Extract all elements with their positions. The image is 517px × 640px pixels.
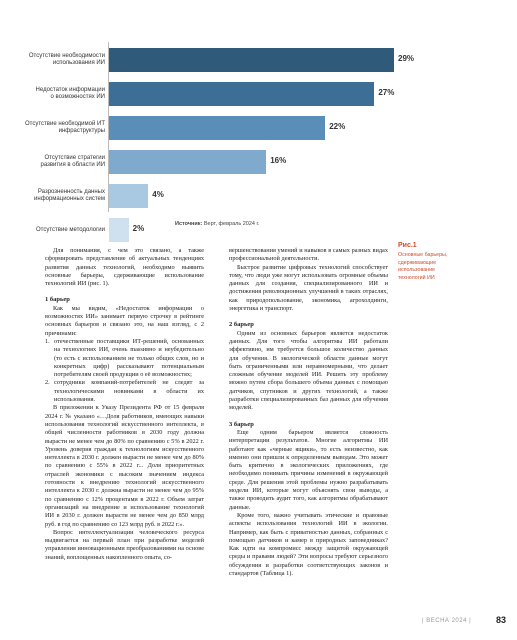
- source-text: Верт, февраль 2024 г.: [202, 221, 260, 227]
- bar-category-label: Отсутствие стратегии развития в области ИИ: [40, 155, 105, 168]
- paragraph: Как мы видим, «Недостаток информации о возможностях ИИ» занимает первую строчку в рейтинге основных барьеров и связано это, на наш взгляд, с 2 причинами:: [45, 304, 204, 337]
- bar-row: [0, 150, 517, 174]
- paragraph: Еще одним барьером является сложность интерпретации результатов. Многие алгоритмы ИИ работают как «черные ящики», то есть неизвестно, как именно они пришли к определенным выводам. Это может быть критично в экологических приложениях, где необходимо понимать причины изменений в окружающей среде. Для решения этой проблемы нужно разрабатывать модели ИИ, которые могут объяснять свои выводы, а также проводить аудит того, как алгоритмы обрабатывают данные.: [229, 428, 388, 511]
- caption-line: использование: [398, 267, 436, 273]
- text-column-left: [45, 247, 204, 562]
- bar-value-label: 27%: [378, 88, 395, 97]
- bar-value-label: 4%: [152, 190, 164, 199]
- bar-value-label: 29%: [398, 54, 415, 63]
- bar-category-label: Отсутствие необходимой ИТ инфраструктуры: [25, 121, 105, 134]
- bar-row: [0, 48, 517, 72]
- barrier-1-heading: 1 барьер: [45, 296, 70, 304]
- caption-line: сдерживающие: [398, 259, 437, 266]
- source-label: Источник:: [175, 221, 203, 227]
- caption-line: Основные барьеры,: [398, 252, 448, 258]
- bar-row: [0, 116, 517, 140]
- bar-value-label: 2%: [132, 224, 145, 233]
- list-item-text: сотрудники компаний-потребителей не следят за технологическими новинками в области их использования.: [54, 379, 204, 404]
- intro-paragraph: Для понимания, с чем это связано, а также сформировать представление об актуальных тенденциях развития данных технологий, необходимо выявить основные барьеры, сдерживающие использование технологий ИИ (рис. 1).: [45, 247, 204, 288]
- paragraph: Одним из основных барьеров является недостаток данных. Для того чтобы алгоритмы ИИ работали эффективно, им требуется большое количество данных для обучения. В экологической области данные могут быть ограниченными или неравномерными, что делает сложным обучение моделей ИИ. Решить эту проблему можно путем сбора большего объема данных с помощью датчиков, спутников и других технологий, а также разработки специализированных баз данных для обучения моделей.: [229, 329, 388, 412]
- barrier-2-heading: 2 барьер: [229, 321, 254, 329]
- bar-value-label: 22%: [329, 122, 346, 131]
- figure-number: Рис.1: [398, 242, 417, 249]
- bar: [109, 150, 266, 174]
- list-item: 1. отечественные поставщики ИТ-решений, основанных на технологиях ИИ, очень massивно и неубедительно (то есть с использованием не только общих слов, но и конкретных цифр) рассказывают потенциальным потребителям своей продукции о её возможностях;: [45, 337, 204, 379]
- bar: [109, 48, 394, 72]
- paragraph: Вопрос интеллектуализации человеческого ресурса выдвигается на первый план при разработке моделей управления инновационными преобразованиями на основе знаний, воплощенных накопленного опыта, со-: [45, 528, 204, 561]
- barrier-3-heading: 3 барьер: [229, 420, 254, 428]
- paragraph: В приложении к Указу Президента РФ от 15 февраля 2024 г. № указано «…Доля работников, имеющих навыки использования технологий искусственного интеллекта, в общей численности работников в 2030 году должна вырасти не менее чем до 80% по сравнению с 5% в 2022 г. Уровень доверия граждан к технологиям искусственного интеллекта в 2030 г. должен вырасти не менее чем до 80% по сравнению с 55% в 2022 г... Доля приоритетных отраслей экономики с высоким значением индекса готовности к внедрению технологий искусственного интеллекта к 2030 г. должна вырасти не менее чем до 95% по сравнению с 12% процентами в 2022 г. Объем затрат организаций на внедрение и использование технологий ИИ в 2030 г. должен вырасти не менее чем до 850 млрд руб. в год по сравнению со 123 млрд руб. в 2022 г.».: [45, 404, 204, 528]
- bar-chart: [0, 0, 517, 240]
- bar: [109, 116, 325, 140]
- bar: [109, 184, 148, 208]
- bar-row: [0, 184, 517, 208]
- bar-category-label: Недостаток информации о возможностях ИИ: [35, 87, 105, 100]
- bar-category-label: Отсутствие необходимости использования ИИ: [28, 53, 105, 66]
- figure-caption: [398, 242, 456, 282]
- bar: [109, 82, 374, 106]
- bar-row: [0, 82, 517, 106]
- journal-footer: | ВЕСНА 2024 |: [422, 618, 472, 624]
- paragraph: Быстрое развитие цифровых технологий способствует тому, что люди уже могут использовать огромные объемы данных для создания, специализированного ИИ и достижения революционных улучшений в таких отраслях, как природопользование, экономика, агрохолдинги, энергетика и транспорт.: [229, 263, 388, 313]
- bar-category-label: Разрозненность данных информационных систем: [34, 189, 105, 202]
- chart-source: [175, 221, 259, 227]
- list-item-text: отечественные поставщики ИТ-решений, основанных на технологиях ИИ, очень massивно и неубедительно (то есть с использованием не только общих слов, но и конкретных цифр) рассказывают потенциальным потребителям своей продукции о её возможностях;: [54, 337, 204, 379]
- paragraph: Кроме того, важно учитывать этические и правовые аспекты использования технологий ИИ в экологии. Например, как быть с приватностью данных, собранных с помощью датчиков и камер в природных заповедниках? Как идти на компромисс между защитой окружающей среды и правами людей? Эти вопросы требуют серьезного обсуждения и разработки соответствующих законов и стандартов (Таблица 1).: [229, 511, 388, 577]
- figure-caption-text: [398, 252, 456, 282]
- list-item: 2. сотрудники компаний-потребителей не следят за технологическими новинками в области их использования.: [45, 379, 204, 404]
- page-number: 83: [496, 615, 507, 625]
- bar-value-label: 16%: [270, 156, 287, 165]
- bar: [109, 218, 129, 242]
- text-column-right: [229, 247, 388, 578]
- reasons-list: [45, 338, 204, 404]
- bar-category-label: Отсутствие методологии: [36, 226, 105, 233]
- paragraph: вершенствования умений и навыков в самых разных видах профессиональной деятельности.: [229, 247, 388, 263]
- caption-line: технологий ИИ: [398, 274, 435, 281]
